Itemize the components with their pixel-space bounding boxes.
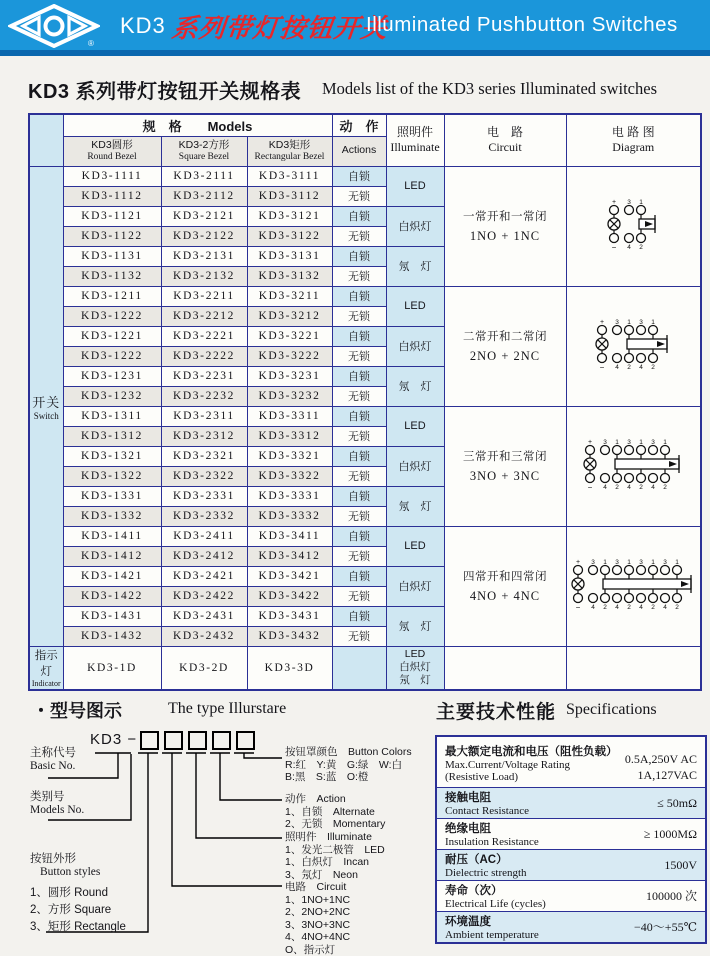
model-cell: KD3-1221 bbox=[63, 326, 161, 346]
legend-line-circuit: 3、3NO+3NC bbox=[285, 919, 350, 932]
action-cell: 无锁 bbox=[332, 306, 386, 326]
model-cell: KD3-1331 bbox=[63, 486, 161, 506]
spec-value-line: ≥ 1000MΩ bbox=[644, 826, 697, 842]
model-cell: KD3-3211 bbox=[247, 286, 332, 306]
model-cell: KD3-3221 bbox=[247, 326, 332, 346]
action-cell: 自锁 bbox=[332, 606, 386, 626]
spec-label-en2: (Resistive Load) bbox=[445, 771, 618, 783]
svg-text:4: 4 bbox=[651, 484, 655, 491]
spec-value-line: 100000 次 bbox=[646, 888, 697, 904]
col-header-models: 规 格 Models bbox=[63, 114, 332, 136]
model-cell: KD3-1412 bbox=[63, 546, 161, 566]
model-cell: KD3-1321 bbox=[63, 446, 161, 466]
indicator-illuminate-line: LED bbox=[387, 648, 444, 661]
illuminate-cell: LED bbox=[386, 406, 444, 446]
svg-text:+: + bbox=[588, 439, 592, 446]
indicator-illuminate-line: 氖 灯 bbox=[387, 674, 444, 687]
model-cell: KD3-2311 bbox=[161, 406, 247, 426]
col-header-rect-bezel-zh: KD3矩形 bbox=[248, 139, 332, 152]
svg-text:4: 4 bbox=[591, 604, 595, 611]
action-cell: 自锁 bbox=[332, 286, 386, 306]
label-button-styles-zh: 按钮外形 bbox=[30, 850, 76, 866]
circuit-schematic-icon bbox=[591, 317, 675, 371]
indicator-diagram-cell bbox=[566, 646, 701, 690]
banner-title-zh: 系列带灯按钮开关 bbox=[170, 8, 390, 45]
model-cell: KD3-2332 bbox=[161, 506, 247, 526]
col-header-diagram bbox=[566, 114, 701, 166]
circuit-cell bbox=[444, 526, 566, 646]
model-cell: KD3-1411 bbox=[63, 526, 161, 546]
spec-label bbox=[445, 913, 539, 941]
col-header-round-bezel-zh: KD3圆形 bbox=[64, 139, 161, 152]
action-cell: 无锁 bbox=[332, 266, 386, 286]
spec-row bbox=[437, 787, 705, 818]
circuit-cell bbox=[444, 286, 566, 406]
model-cell: KD3-2131 bbox=[161, 246, 247, 266]
model-cell: KD3-3231 bbox=[247, 366, 332, 386]
col-header-rect-bezel bbox=[247, 136, 332, 166]
circuit-cell-en: 2NO + 2NC bbox=[445, 349, 566, 364]
model-cell: KD3-1132 bbox=[63, 266, 161, 286]
col-header-square-bezel bbox=[161, 136, 247, 166]
svg-text:3: 3 bbox=[627, 199, 631, 206]
action-cell: 自锁 bbox=[332, 406, 386, 426]
spec-row bbox=[437, 818, 705, 849]
model-cell: KD3-3111 bbox=[247, 166, 332, 186]
svg-text:+: + bbox=[600, 319, 604, 326]
legend-line-action: 动作 Action bbox=[285, 793, 385, 806]
svg-text:3: 3 bbox=[627, 439, 631, 446]
indicator-circuit-cell bbox=[444, 646, 566, 690]
svg-text:4: 4 bbox=[639, 364, 643, 371]
model-cell: KD3-1111 bbox=[63, 166, 161, 186]
svg-text:+: + bbox=[576, 559, 580, 566]
model-cell: KD3-2231 bbox=[161, 366, 247, 386]
model-cell: KD3-2421 bbox=[161, 566, 247, 586]
svg-text:3: 3 bbox=[639, 559, 643, 566]
spec-label-zh: 寿命（次） bbox=[445, 882, 546, 898]
row-header-indicator bbox=[29, 646, 63, 690]
illuminate-cell: 白炽灯 bbox=[386, 206, 444, 246]
col-header-circuit-en: Circuit bbox=[445, 140, 566, 156]
model-cell: KD3-1232 bbox=[63, 386, 161, 406]
label-basic-no-en: Basic No. bbox=[30, 760, 75, 772]
svg-text:2: 2 bbox=[615, 484, 619, 491]
model-cell: KD3-2232 bbox=[161, 386, 247, 406]
legend-line-circuit: 1、1NO+1NC bbox=[285, 894, 350, 907]
svg-text:1: 1 bbox=[663, 439, 667, 446]
spec-label bbox=[445, 789, 529, 817]
spec-label-en: Ambient temperature bbox=[445, 929, 539, 941]
model-cell: KD3-3232 bbox=[247, 386, 332, 406]
model-cell: KD3-1121 bbox=[63, 206, 161, 226]
model-code-base: KD3 − bbox=[90, 731, 137, 748]
svg-text:4: 4 bbox=[663, 604, 667, 611]
legend-line-button-colors: B:黑 S:蓝 O:橙 bbox=[285, 771, 412, 784]
action-cell: 无锁 bbox=[332, 386, 386, 406]
spec-value-line2: 1A,127VAC bbox=[625, 767, 697, 783]
circuit-cell-en: 4NO + 4NC bbox=[445, 589, 566, 604]
svg-text:2: 2 bbox=[639, 484, 643, 491]
spec-row bbox=[437, 737, 705, 787]
model-cell: KD3-2411 bbox=[161, 526, 247, 546]
model-cell: KD3-2422 bbox=[161, 586, 247, 606]
model-cell: KD3-3331 bbox=[247, 486, 332, 506]
svg-text:3: 3 bbox=[639, 319, 643, 326]
svg-text:1: 1 bbox=[651, 319, 655, 326]
legend-line-action: 1、自锁 Alternate bbox=[285, 806, 385, 819]
brand-text: KD3 bbox=[120, 13, 166, 39]
col-header-illuminate-zh: 照明件 bbox=[387, 125, 444, 141]
legend-line-circuit: 2、2NO+2NC bbox=[285, 906, 350, 919]
svg-text:1: 1 bbox=[627, 559, 631, 566]
model-cell: KD3-2331 bbox=[161, 486, 247, 506]
circuit-cell-en: 3NO + 3NC bbox=[445, 469, 566, 484]
svg-text:2: 2 bbox=[603, 604, 607, 611]
spec-label-zh: 最大额定电流和电压（阻性负载） bbox=[445, 743, 618, 759]
circuit-diagram-cell bbox=[566, 406, 701, 526]
action-cell: 自锁 bbox=[332, 206, 386, 226]
svg-text:3: 3 bbox=[615, 319, 619, 326]
table-corner-cell bbox=[29, 114, 63, 166]
model-cell: KD3-1332 bbox=[63, 506, 161, 526]
spec-value bbox=[646, 888, 697, 904]
action-cell: 自锁 bbox=[332, 246, 386, 266]
model-cell: KD3-2121 bbox=[161, 206, 247, 226]
circuit-diagram-cell bbox=[566, 526, 701, 646]
model-cell: KD3-3131 bbox=[247, 246, 332, 266]
circuit-cell-zh: 四常开和四常闭 bbox=[445, 568, 566, 584]
model-cell: KD3-1432 bbox=[63, 626, 161, 646]
svg-text:−: − bbox=[612, 243, 617, 251]
model-cell: KD3-3412 bbox=[247, 546, 332, 566]
model-cell: KD3-2132 bbox=[161, 266, 247, 286]
action-cell: 自锁 bbox=[332, 566, 386, 586]
indicator-model-cell: KD3-3D bbox=[247, 646, 332, 690]
svg-text:2: 2 bbox=[627, 364, 631, 371]
model-cell: KD3-1222 bbox=[63, 346, 161, 366]
action-cell: 自锁 bbox=[332, 526, 386, 546]
model-cell: KD3-3222 bbox=[247, 346, 332, 366]
illuminate-cell: 氖 灯 bbox=[386, 366, 444, 406]
col-header-illuminate-en: Illuminate bbox=[387, 140, 444, 156]
models-table bbox=[28, 113, 702, 691]
model-cell: KD3-2322 bbox=[161, 466, 247, 486]
indicator-action-cell bbox=[332, 646, 386, 690]
svg-text:1: 1 bbox=[639, 199, 643, 206]
action-cell: 自锁 bbox=[332, 446, 386, 466]
illuminate-cell: LED bbox=[386, 526, 444, 566]
model-cell: KD3-2431 bbox=[161, 606, 247, 626]
svg-text:2: 2 bbox=[627, 604, 631, 611]
legend-action bbox=[285, 793, 385, 831]
row-header-switch-en: Switch bbox=[30, 411, 63, 421]
legend-line-circuit: 电路 Circuit bbox=[285, 881, 350, 894]
button-style-rectangle: 3、矩形 Rectangle bbox=[30, 918, 126, 934]
action-cell: 无锁 bbox=[332, 426, 386, 446]
svg-text:1: 1 bbox=[627, 319, 631, 326]
svg-text:1: 1 bbox=[639, 439, 643, 446]
indicator-illuminate-line: 白炽灯 bbox=[387, 661, 444, 674]
model-cell: KD3-1311 bbox=[63, 406, 161, 426]
spec-label-zh: 环境温度 bbox=[445, 913, 539, 929]
spec-label-en: Insulation Resistance bbox=[445, 836, 539, 848]
circuit-diagram-cell bbox=[566, 286, 701, 406]
row-header-switch bbox=[29, 166, 63, 646]
specs-title-en: Specifications bbox=[566, 701, 657, 719]
registered-mark: ® bbox=[88, 39, 94, 48]
type-section-title-zh: ・型号图示 bbox=[32, 697, 122, 723]
table-title-zh: KD3 系列带灯按钮开关规格表 bbox=[28, 75, 301, 104]
model-cell: KD3-2412 bbox=[161, 546, 247, 566]
action-cell: 无锁 bbox=[332, 466, 386, 486]
model-cell: KD3-2321 bbox=[161, 446, 247, 466]
model-cell: KD3-3431 bbox=[247, 606, 332, 626]
action-cell: 无锁 bbox=[332, 546, 386, 566]
svg-text:1: 1 bbox=[675, 559, 679, 566]
svg-text:3: 3 bbox=[615, 559, 619, 566]
spec-value bbox=[634, 919, 697, 935]
banner-title-en: Illuminated Pushbutton Switches bbox=[366, 13, 678, 37]
spec-row bbox=[437, 911, 705, 942]
label-models-no-zh: 类别号 bbox=[30, 788, 65, 804]
indicator-model-cell: KD3-1D bbox=[63, 646, 161, 690]
spec-value-line: 1500V bbox=[664, 857, 697, 873]
svg-text:−: − bbox=[576, 603, 581, 611]
legend-line-illuminate: 1、白炽灯 Incan bbox=[285, 856, 385, 869]
model-cell: KD3-2111 bbox=[161, 166, 247, 186]
col-header-illuminate bbox=[386, 114, 444, 166]
model-cell: KD3-3121 bbox=[247, 206, 332, 226]
col-header-action-en: Actions bbox=[332, 136, 386, 166]
circuit-cell bbox=[444, 166, 566, 286]
spec-value bbox=[625, 751, 697, 783]
label-models-no-en: Models No. bbox=[30, 804, 84, 816]
model-cell: KD3-1422 bbox=[63, 586, 161, 606]
button-style-round: 1、圆形 Round bbox=[30, 884, 108, 900]
svg-text:1: 1 bbox=[615, 439, 619, 446]
indicator-illuminate-cell bbox=[386, 646, 444, 690]
action-cell: 无锁 bbox=[332, 626, 386, 646]
svg-text:+: + bbox=[612, 199, 616, 206]
spec-label-en: Dielectric strength bbox=[445, 867, 527, 879]
legend-line-button-colors: R:红 Y:黄 G:绿 W:白 bbox=[285, 759, 412, 772]
indicator-model-cell: KD3-2D bbox=[161, 646, 247, 690]
model-cell: KD3-2211 bbox=[161, 286, 247, 306]
model-cell: KD3-3411 bbox=[247, 526, 332, 546]
col-header-diagram-en: Diagram bbox=[567, 140, 701, 156]
label-basic-no-zh: 主称代号 bbox=[30, 744, 76, 760]
spec-value-line: ≤ 50mΩ bbox=[657, 795, 697, 811]
svg-text:4: 4 bbox=[603, 484, 607, 491]
col-header-square-bezel-zh: KD3-2方形 bbox=[162, 139, 247, 152]
spec-label bbox=[445, 820, 539, 848]
spec-value-line: −40～+55℃ bbox=[634, 919, 697, 935]
action-cell: 自锁 bbox=[332, 486, 386, 506]
action-cell: 无锁 bbox=[332, 346, 386, 366]
model-cell: KD3-2312 bbox=[161, 426, 247, 446]
spec-value bbox=[644, 826, 697, 842]
spec-label-en: Max.Current/Voltage Rating bbox=[445, 759, 618, 771]
col-header-circuit bbox=[444, 114, 566, 166]
spec-label-zh: 耐压（AC） bbox=[445, 851, 527, 867]
model-cell: KD3-3432 bbox=[247, 626, 332, 646]
model-cell: KD3-1122 bbox=[63, 226, 161, 246]
model-cell: KD3-1231 bbox=[63, 366, 161, 386]
legend-circuit bbox=[285, 881, 350, 956]
spec-row bbox=[437, 880, 705, 911]
legend-line-illuminate: 3、氖灯 Neon bbox=[285, 869, 385, 882]
spec-label-en: Electrical Life (cycles) bbox=[445, 898, 546, 910]
row-header-indicator-en: Indicator bbox=[30, 679, 63, 688]
model-cell: KD3-1312 bbox=[63, 426, 161, 446]
col-header-round-bezel-en: Round Bezel bbox=[64, 152, 161, 164]
model-cell: KD3-3112 bbox=[247, 186, 332, 206]
col-header-square-bezel-en: Square Bezel bbox=[162, 152, 247, 164]
model-cell: KD3-2112 bbox=[161, 186, 247, 206]
col-header-rect-bezel-en: Rectangular Bezel bbox=[248, 152, 332, 164]
legend-line-action: 2、无锁 Momentary bbox=[285, 818, 385, 831]
model-cell: KD3-3132 bbox=[247, 266, 332, 286]
model-cell: KD3-2122 bbox=[161, 226, 247, 246]
illuminate-cell: 氖 灯 bbox=[386, 246, 444, 286]
model-cell: KD3-2222 bbox=[161, 346, 247, 366]
legend-line-illuminate: 照明件 Illuminate bbox=[285, 831, 385, 844]
brand-logo-icon bbox=[8, 4, 100, 48]
spec-label-zh: 绝缘电阻 bbox=[445, 820, 539, 836]
row-header-switch-zh: 开关 bbox=[30, 392, 63, 411]
row-header-indicator-zh: 指示灯 bbox=[30, 647, 63, 679]
model-cell: KD3-3322 bbox=[247, 466, 332, 486]
illuminate-cell: LED bbox=[386, 286, 444, 326]
spec-value bbox=[664, 857, 697, 873]
circuit-diagram-cell bbox=[566, 166, 701, 286]
svg-text:4: 4 bbox=[615, 604, 619, 611]
header-accent-strip bbox=[0, 50, 710, 56]
svg-text:−: − bbox=[588, 483, 593, 491]
svg-text:4: 4 bbox=[627, 244, 631, 251]
col-header-circuit-zh: 电 路 bbox=[445, 125, 566, 141]
model-cell: KD3-3422 bbox=[247, 586, 332, 606]
specs-table bbox=[435, 735, 707, 944]
col-header-diagram-zh: 电 路 图 bbox=[567, 125, 701, 141]
button-style-square: 2、方形 Square bbox=[30, 901, 111, 917]
col-header-round-bezel bbox=[63, 136, 161, 166]
spec-label-zh: 接触电阻 bbox=[445, 789, 529, 805]
svg-text:4: 4 bbox=[615, 364, 619, 371]
model-cell: KD3-1421 bbox=[63, 566, 161, 586]
circuit-cell bbox=[444, 406, 566, 526]
legend-button-colors bbox=[285, 746, 412, 784]
table-title-en: Models list of the KD3 series Illuminated switches bbox=[322, 79, 657, 99]
svg-text:3: 3 bbox=[603, 439, 607, 446]
model-cell: KD3-3312 bbox=[247, 426, 332, 446]
spec-label bbox=[445, 851, 527, 879]
col-header-action-zh: 动 作 bbox=[332, 114, 386, 136]
circuit-cell-zh: 二常开和二常闭 bbox=[445, 328, 566, 344]
legend-line-button-colors: 按钮罩颜色 Button Colors bbox=[285, 746, 412, 759]
model-cell: KD3-3122 bbox=[247, 226, 332, 246]
circuit-schematic-icon bbox=[603, 197, 663, 251]
action-cell: 无锁 bbox=[332, 506, 386, 526]
spec-label bbox=[445, 882, 546, 910]
spec-label-en: Contact Resistance bbox=[445, 805, 529, 817]
circuit-cell-en: 1NO + 1NC bbox=[445, 229, 566, 244]
svg-text:3: 3 bbox=[651, 439, 655, 446]
svg-text:4: 4 bbox=[627, 484, 631, 491]
model-cell: KD3-1112 bbox=[63, 186, 161, 206]
action-cell: 无锁 bbox=[332, 226, 386, 246]
model-cell: KD3-1222 bbox=[63, 306, 161, 326]
circuit-cell-zh: 三常开和三常闭 bbox=[445, 448, 566, 464]
action-cell: 自锁 bbox=[332, 326, 386, 346]
svg-text:3: 3 bbox=[591, 559, 595, 566]
svg-text:2: 2 bbox=[651, 364, 655, 371]
svg-text:2: 2 bbox=[663, 484, 667, 491]
spec-row bbox=[437, 849, 705, 880]
action-cell: 无锁 bbox=[332, 586, 386, 606]
legend-illuminate bbox=[285, 831, 385, 881]
svg-text:2: 2 bbox=[675, 604, 679, 611]
model-cell: KD3-3212 bbox=[247, 306, 332, 326]
spec-value-line: 0.5A,250V AC bbox=[625, 751, 697, 767]
model-cell: KD3-1322 bbox=[63, 466, 161, 486]
legend-line-circuit: O、指示灯 bbox=[285, 944, 350, 956]
model-cell: KD3-2432 bbox=[161, 626, 247, 646]
svg-text:−: − bbox=[600, 363, 605, 371]
svg-text:2: 2 bbox=[651, 604, 655, 611]
spec-value bbox=[657, 795, 697, 811]
illuminate-cell: 氖 灯 bbox=[386, 486, 444, 526]
svg-text:1: 1 bbox=[651, 559, 655, 566]
illuminate-cell: LED bbox=[386, 166, 444, 206]
circuit-schematic-icon bbox=[579, 437, 687, 491]
legend-line-illuminate: 1、发光二极管 LED bbox=[285, 844, 385, 857]
spec-label bbox=[445, 743, 618, 783]
model-cell: KD3-1431 bbox=[63, 606, 161, 626]
circuit-cell-zh: 一常开和一常闭 bbox=[445, 208, 566, 224]
specs-title-zh: 主要技术性能 bbox=[436, 697, 556, 724]
action-cell: 自锁 bbox=[332, 366, 386, 386]
illuminate-cell: 白炽灯 bbox=[386, 446, 444, 486]
svg-text:3: 3 bbox=[663, 559, 667, 566]
svg-text:1: 1 bbox=[603, 559, 607, 566]
legend-line-circuit: 4、4NO+4NC bbox=[285, 931, 350, 944]
illuminate-cell: 氖 灯 bbox=[386, 606, 444, 646]
model-cell: KD3-1131 bbox=[63, 246, 161, 266]
model-cell: KD3-3321 bbox=[247, 446, 332, 466]
model-cell: KD3-3332 bbox=[247, 506, 332, 526]
model-cell: KD3-3421 bbox=[247, 566, 332, 586]
model-cell: KD3-2212 bbox=[161, 306, 247, 326]
label-button-styles-en: Button styles bbox=[40, 866, 100, 878]
model-cell: KD3-2221 bbox=[161, 326, 247, 346]
illuminate-cell: 白炽灯 bbox=[386, 326, 444, 366]
circuit-schematic-icon bbox=[567, 557, 699, 611]
action-cell: 无锁 bbox=[332, 186, 386, 206]
model-cell: KD3-3311 bbox=[247, 406, 332, 426]
model-cell: KD3-1211 bbox=[63, 286, 161, 306]
svg-text:4: 4 bbox=[639, 604, 643, 611]
action-cell: 自锁 bbox=[332, 166, 386, 186]
svg-text:2: 2 bbox=[639, 244, 643, 251]
illuminate-cell: 白炽灯 bbox=[386, 566, 444, 606]
type-section-title-en: The type Illurstare bbox=[168, 700, 286, 718]
